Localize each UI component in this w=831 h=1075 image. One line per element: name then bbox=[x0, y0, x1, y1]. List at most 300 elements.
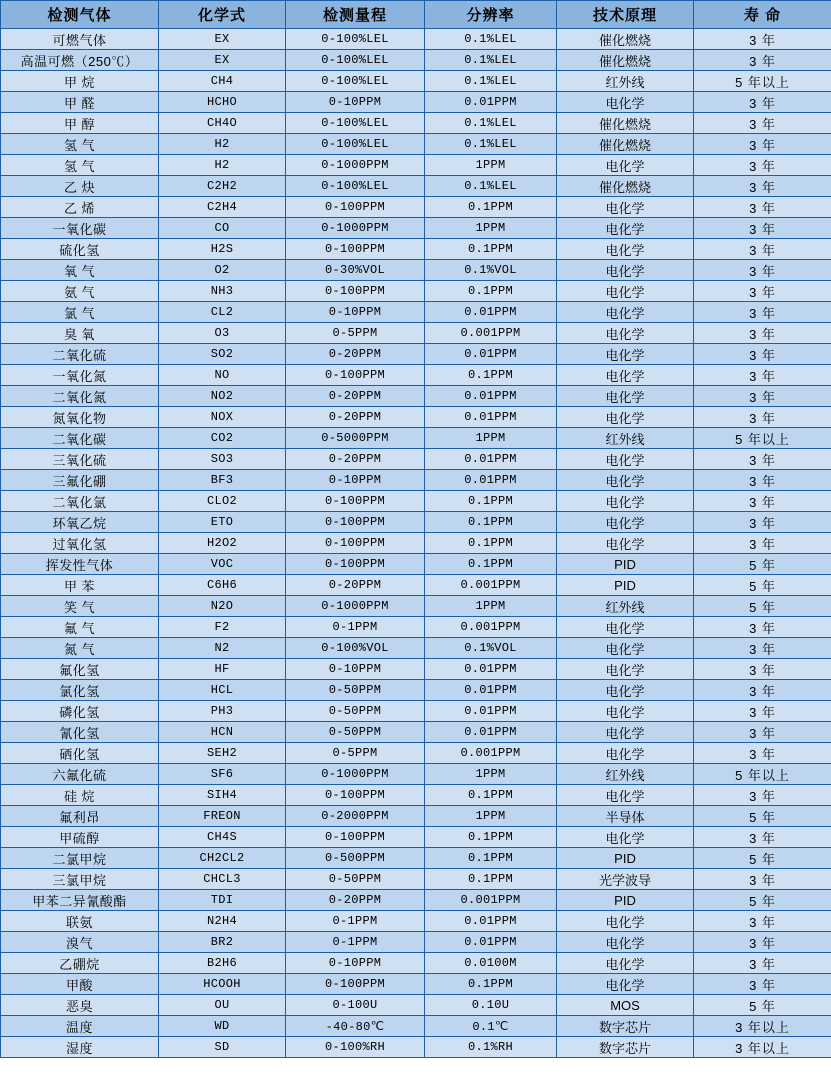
cell-lifetime: 3 年 bbox=[694, 827, 831, 848]
cell-principle: 催化燃烧 bbox=[557, 50, 694, 71]
cell-lifetime: 3 年以上 bbox=[694, 1016, 831, 1037]
cell-gas: 二氧化氮 bbox=[1, 386, 159, 407]
cell-lifetime: 3 年 bbox=[694, 953, 831, 974]
cell-formula: CH4S bbox=[159, 827, 286, 848]
cell-resolution: 0.01PPM bbox=[425, 722, 557, 743]
cell-gas: 环氧乙烷 bbox=[1, 512, 159, 533]
cell-lifetime: 3 年 bbox=[694, 449, 831, 470]
cell-formula: H2 bbox=[159, 155, 286, 176]
cell-principle: 催化燃烧 bbox=[557, 134, 694, 155]
cell-formula: C6H6 bbox=[159, 575, 286, 596]
cell-range: 0-10PPM bbox=[286, 302, 425, 323]
cell-range: 0-100%LEL bbox=[286, 29, 425, 50]
cell-principle: 电化学 bbox=[557, 911, 694, 932]
cell-gas: 一氧化碳 bbox=[1, 218, 159, 239]
cell-range: 0-10PPM bbox=[286, 953, 425, 974]
table-row bbox=[1, 743, 831, 764]
cell-principle: 催化燃烧 bbox=[557, 176, 694, 197]
table-row bbox=[1, 323, 831, 344]
cell-resolution: 0.1PPM bbox=[425, 785, 557, 806]
table-row bbox=[1, 953, 831, 974]
cell-lifetime: 3 年 bbox=[694, 239, 831, 260]
cell-range: 0-500PPM bbox=[286, 848, 425, 869]
cell-resolution: 0.01PPM bbox=[425, 701, 557, 722]
cell-range: 0-1PPM bbox=[286, 617, 425, 638]
cell-formula: F2 bbox=[159, 617, 286, 638]
cell-gas: 乙 烯 bbox=[1, 197, 159, 218]
table-row bbox=[1, 71, 831, 92]
cell-lifetime: 3 年以上 bbox=[694, 1037, 831, 1058]
cell-principle: MOS bbox=[557, 995, 694, 1016]
table-row bbox=[1, 722, 831, 743]
table-row bbox=[1, 50, 831, 71]
cell-resolution: 0.01PPM bbox=[425, 92, 557, 113]
table-row bbox=[1, 260, 831, 281]
cell-lifetime: 3 年 bbox=[694, 701, 831, 722]
cell-principle: 数字芯片 bbox=[557, 1016, 694, 1037]
cell-resolution: 0.01PPM bbox=[425, 932, 557, 953]
column-header-formula: 化学式 bbox=[159, 1, 286, 29]
cell-resolution: 0.1%VOL bbox=[425, 260, 557, 281]
cell-resolution: 0.1%LEL bbox=[425, 50, 557, 71]
cell-principle: 电化学 bbox=[557, 932, 694, 953]
cell-principle: 电化学 bbox=[557, 617, 694, 638]
cell-resolution: 0.01PPM bbox=[425, 659, 557, 680]
cell-gas: 甲硫醇 bbox=[1, 827, 159, 848]
cell-resolution: 0.1PPM bbox=[425, 827, 557, 848]
cell-principle: 电化学 bbox=[557, 92, 694, 113]
cell-gas: 氯 气 bbox=[1, 302, 159, 323]
cell-gas: 氮 气 bbox=[1, 638, 159, 659]
cell-lifetime: 3 年 bbox=[694, 344, 831, 365]
cell-range: 0-100%LEL bbox=[286, 113, 425, 134]
cell-gas: 磷化氢 bbox=[1, 701, 159, 722]
cell-lifetime: 3 年 bbox=[694, 176, 831, 197]
table-row bbox=[1, 365, 831, 386]
cell-formula: HF bbox=[159, 659, 286, 680]
table-row bbox=[1, 512, 831, 533]
table-row bbox=[1, 617, 831, 638]
cell-formula: H2S bbox=[159, 239, 286, 260]
cell-principle: 电化学 bbox=[557, 659, 694, 680]
cell-resolution: 0.1%LEL bbox=[425, 134, 557, 155]
cell-gas: 硫化氢 bbox=[1, 239, 159, 260]
cell-resolution: 0.1PPM bbox=[425, 848, 557, 869]
cell-range: 0-100PPM bbox=[286, 785, 425, 806]
cell-range: 0-100PPM bbox=[286, 554, 425, 575]
cell-resolution: 0.1PPM bbox=[425, 533, 557, 554]
cell-resolution: 0.1℃ bbox=[425, 1016, 557, 1037]
cell-lifetime: 3 年 bbox=[694, 932, 831, 953]
table-row bbox=[1, 428, 831, 449]
table-row bbox=[1, 344, 831, 365]
cell-formula: C2H4 bbox=[159, 197, 286, 218]
cell-resolution: 0.1PPM bbox=[425, 491, 557, 512]
cell-range: 0-1000PPM bbox=[286, 596, 425, 617]
cell-gas: 氧 气 bbox=[1, 260, 159, 281]
cell-gas: 恶臭 bbox=[1, 995, 159, 1016]
cell-principle: 电化学 bbox=[557, 449, 694, 470]
table-row bbox=[1, 113, 831, 134]
cell-gas: 臭 氧 bbox=[1, 323, 159, 344]
cell-gas: 六氟化硫 bbox=[1, 764, 159, 785]
cell-lifetime: 3 年 bbox=[694, 29, 831, 50]
cell-gas: 甲 醇 bbox=[1, 113, 159, 134]
cell-gas: 乙硼烷 bbox=[1, 953, 159, 974]
cell-principle: 电化学 bbox=[557, 953, 694, 974]
cell-principle: 电化学 bbox=[557, 785, 694, 806]
cell-range: 0-100%LEL bbox=[286, 71, 425, 92]
cell-principle: 催化燃烧 bbox=[557, 29, 694, 50]
table-row bbox=[1, 575, 831, 596]
cell-resolution: 0.01PPM bbox=[425, 911, 557, 932]
cell-principle: PID bbox=[557, 575, 694, 596]
cell-gas: 氟化氢 bbox=[1, 659, 159, 680]
cell-lifetime: 3 年 bbox=[694, 197, 831, 218]
cell-resolution: 0.1%RH bbox=[425, 1037, 557, 1058]
cell-gas: 乙 炔 bbox=[1, 176, 159, 197]
cell-formula: SEH2 bbox=[159, 743, 286, 764]
table-header-row bbox=[1, 1, 831, 29]
cell-range: 0-30%VOL bbox=[286, 260, 425, 281]
cell-range: 0-100%LEL bbox=[286, 134, 425, 155]
cell-resolution: 0.001PPM bbox=[425, 323, 557, 344]
cell-gas: 三氧化硫 bbox=[1, 449, 159, 470]
cell-lifetime: 3 年 bbox=[694, 512, 831, 533]
cell-lifetime: 5 年 bbox=[694, 596, 831, 617]
cell-formula: CO2 bbox=[159, 428, 286, 449]
table-row bbox=[1, 638, 831, 659]
cell-principle: 电化学 bbox=[557, 743, 694, 764]
table-row bbox=[1, 848, 831, 869]
cell-lifetime: 3 年 bbox=[694, 302, 831, 323]
cell-principle: 光学波导 bbox=[557, 869, 694, 890]
column-header-gas: 检测气体 bbox=[1, 1, 159, 29]
cell-range: 0-20PPM bbox=[286, 890, 425, 911]
cell-principle: 电化学 bbox=[557, 239, 694, 260]
cell-range: 0-10PPM bbox=[286, 659, 425, 680]
column-header-range: 检测量程 bbox=[286, 1, 425, 29]
cell-formula: SO2 bbox=[159, 344, 286, 365]
column-header-principle: 技术原理 bbox=[557, 1, 694, 29]
cell-principle: 电化学 bbox=[557, 365, 694, 386]
cell-formula: SD bbox=[159, 1037, 286, 1058]
cell-principle: 电化学 bbox=[557, 533, 694, 554]
cell-gas: 氟利昂 bbox=[1, 806, 159, 827]
cell-formula: N2 bbox=[159, 638, 286, 659]
table-row bbox=[1, 764, 831, 785]
table-row bbox=[1, 911, 831, 932]
table-row bbox=[1, 92, 831, 113]
cell-range: 0-20PPM bbox=[286, 386, 425, 407]
cell-formula: FREON bbox=[159, 806, 286, 827]
cell-gas: 联氨 bbox=[1, 911, 159, 932]
cell-resolution: 0.001PPM bbox=[425, 743, 557, 764]
cell-gas: 可燃气体 bbox=[1, 29, 159, 50]
cell-range: 0-1000PPM bbox=[286, 218, 425, 239]
table-row bbox=[1, 386, 831, 407]
column-header-resolution: 分辨率 bbox=[425, 1, 557, 29]
cell-resolution: 0.001PPM bbox=[425, 890, 557, 911]
cell-principle: 红外线 bbox=[557, 764, 694, 785]
cell-formula: CL2 bbox=[159, 302, 286, 323]
cell-resolution: 0.01PPM bbox=[425, 407, 557, 428]
cell-principle: PID bbox=[557, 554, 694, 575]
cell-lifetime: 3 年 bbox=[694, 365, 831, 386]
table-row bbox=[1, 785, 831, 806]
cell-lifetime: 3 年 bbox=[694, 386, 831, 407]
cell-formula: CO bbox=[159, 218, 286, 239]
cell-lifetime: 3 年 bbox=[694, 281, 831, 302]
cell-range: 0-100%LEL bbox=[286, 176, 425, 197]
cell-lifetime: 3 年 bbox=[694, 470, 831, 491]
cell-gas: 一氧化氮 bbox=[1, 365, 159, 386]
cell-lifetime: 3 年 bbox=[694, 533, 831, 554]
cell-formula: ETO bbox=[159, 512, 286, 533]
cell-formula: TDI bbox=[159, 890, 286, 911]
cell-range: 0-1000PPM bbox=[286, 764, 425, 785]
cell-formula: H2 bbox=[159, 134, 286, 155]
cell-gas: 甲酸 bbox=[1, 974, 159, 995]
cell-lifetime: 3 年 bbox=[694, 722, 831, 743]
column-header-lifetime: 寿 命 bbox=[694, 1, 831, 29]
cell-principle: 数字芯片 bbox=[557, 1037, 694, 1058]
cell-formula: CH4 bbox=[159, 71, 286, 92]
cell-lifetime: 5 年 bbox=[694, 995, 831, 1016]
table-row bbox=[1, 155, 831, 176]
cell-formula: EX bbox=[159, 50, 286, 71]
cell-resolution: 1PPM bbox=[425, 764, 557, 785]
cell-range: 0-100U bbox=[286, 995, 425, 1016]
cell-gas: 甲 苯 bbox=[1, 575, 159, 596]
cell-formula: O2 bbox=[159, 260, 286, 281]
cell-principle: 电化学 bbox=[557, 260, 694, 281]
cell-formula: SO3 bbox=[159, 449, 286, 470]
cell-lifetime: 3 年 bbox=[694, 134, 831, 155]
cell-formula: HCN bbox=[159, 722, 286, 743]
cell-resolution: 1PPM bbox=[425, 218, 557, 239]
table-row bbox=[1, 134, 831, 155]
cell-range: 0-20PPM bbox=[286, 407, 425, 428]
table-row bbox=[1, 659, 831, 680]
cell-principle: PID bbox=[557, 890, 694, 911]
cell-gas: 温度 bbox=[1, 1016, 159, 1037]
table-row bbox=[1, 554, 831, 575]
cell-formula: CLO2 bbox=[159, 491, 286, 512]
cell-range: 0-5PPM bbox=[286, 743, 425, 764]
cell-lifetime: 3 年 bbox=[694, 92, 831, 113]
cell-formula: SF6 bbox=[159, 764, 286, 785]
cell-resolution: 0.10U bbox=[425, 995, 557, 1016]
cell-resolution: 0.1%VOL bbox=[425, 638, 557, 659]
cell-principle: 电化学 bbox=[557, 407, 694, 428]
cell-lifetime: 3 年 bbox=[694, 617, 831, 638]
cell-range: 0-50PPM bbox=[286, 680, 425, 701]
cell-resolution: 1PPM bbox=[425, 806, 557, 827]
cell-formula: CH2CL2 bbox=[159, 848, 286, 869]
cell-lifetime: 3 年 bbox=[694, 218, 831, 239]
cell-gas: 三氯甲烷 bbox=[1, 869, 159, 890]
cell-lifetime: 5 年 bbox=[694, 554, 831, 575]
cell-gas: 高温可燃（250℃） bbox=[1, 50, 159, 71]
cell-resolution: 0.1%LEL bbox=[425, 113, 557, 134]
cell-lifetime: 3 年 bbox=[694, 113, 831, 134]
cell-lifetime: 5 年 bbox=[694, 890, 831, 911]
cell-gas: 氟 气 bbox=[1, 617, 159, 638]
cell-gas: 硅 烷 bbox=[1, 785, 159, 806]
cell-formula: CH4O bbox=[159, 113, 286, 134]
cell-range: 0-2000PPM bbox=[286, 806, 425, 827]
cell-principle: 红外线 bbox=[557, 596, 694, 617]
cell-principle: 电化学 bbox=[557, 722, 694, 743]
cell-range: 0-5PPM bbox=[286, 323, 425, 344]
cell-principle: 电化学 bbox=[557, 827, 694, 848]
cell-resolution: 0.001PPM bbox=[425, 617, 557, 638]
cell-principle: 电化学 bbox=[557, 218, 694, 239]
cell-principle: 电化学 bbox=[557, 155, 694, 176]
table-row bbox=[1, 302, 831, 323]
cell-resolution: 1PPM bbox=[425, 155, 557, 176]
cell-principle: 电化学 bbox=[557, 491, 694, 512]
cell-principle: 红外线 bbox=[557, 428, 694, 449]
table-row bbox=[1, 449, 831, 470]
cell-range: 0-10PPM bbox=[286, 470, 425, 491]
cell-formula: BR2 bbox=[159, 932, 286, 953]
cell-lifetime: 3 年 bbox=[694, 911, 831, 932]
cell-resolution: 0.001PPM bbox=[425, 575, 557, 596]
cell-formula: B2H6 bbox=[159, 953, 286, 974]
cell-resolution: 0.01PPM bbox=[425, 449, 557, 470]
cell-principle: 催化燃烧 bbox=[557, 113, 694, 134]
cell-formula: EX bbox=[159, 29, 286, 50]
cell-gas: 三氟化硼 bbox=[1, 470, 159, 491]
cell-principle: 电化学 bbox=[557, 197, 694, 218]
cell-formula: H2O2 bbox=[159, 533, 286, 554]
table-row bbox=[1, 596, 831, 617]
cell-lifetime: 3 年 bbox=[694, 323, 831, 344]
cell-range: 0-100PPM bbox=[286, 533, 425, 554]
cell-range: 0-100PPM bbox=[286, 197, 425, 218]
cell-gas: 硒化氢 bbox=[1, 743, 159, 764]
cell-gas: 甲苯二异氰酸酯 bbox=[1, 890, 159, 911]
table-row bbox=[1, 869, 831, 890]
cell-resolution: 0.1PPM bbox=[425, 365, 557, 386]
cell-formula: PH3 bbox=[159, 701, 286, 722]
cell-gas: 氮氧化物 bbox=[1, 407, 159, 428]
cell-range: 0-1PPM bbox=[286, 932, 425, 953]
cell-resolution: 0.1PPM bbox=[425, 869, 557, 890]
cell-formula: HCHO bbox=[159, 92, 286, 113]
cell-resolution: 0.1%LEL bbox=[425, 176, 557, 197]
cell-lifetime: 5 年 bbox=[694, 848, 831, 869]
cell-formula: BF3 bbox=[159, 470, 286, 491]
cell-formula: WD bbox=[159, 1016, 286, 1037]
cell-principle: 半导体 bbox=[557, 806, 694, 827]
cell-resolution: 0.1PPM bbox=[425, 512, 557, 533]
cell-gas: 二氧化氯 bbox=[1, 491, 159, 512]
table-row bbox=[1, 1016, 831, 1037]
table-header bbox=[1, 1, 831, 29]
cell-formula: NO2 bbox=[159, 386, 286, 407]
cell-resolution: 0.01PPM bbox=[425, 386, 557, 407]
cell-lifetime: 3 年 bbox=[694, 743, 831, 764]
cell-lifetime: 3 年 bbox=[694, 638, 831, 659]
cell-formula: SIH4 bbox=[159, 785, 286, 806]
cell-range: 0-50PPM bbox=[286, 722, 425, 743]
cell-principle: 电化学 bbox=[557, 512, 694, 533]
cell-range: 0-20PPM bbox=[286, 575, 425, 596]
cell-resolution: 0.1%LEL bbox=[425, 71, 557, 92]
cell-range: 0-1000PPM bbox=[286, 155, 425, 176]
cell-gas: 氢 气 bbox=[1, 155, 159, 176]
cell-gas: 湿度 bbox=[1, 1037, 159, 1058]
cell-principle: 电化学 bbox=[557, 701, 694, 722]
cell-resolution: 0.1PPM bbox=[425, 281, 557, 302]
cell-range: 0-100PPM bbox=[286, 827, 425, 848]
cell-range: 0-5000PPM bbox=[286, 428, 425, 449]
table-row bbox=[1, 407, 831, 428]
cell-resolution: 0.1PPM bbox=[425, 974, 557, 995]
cell-gas: 氰化氢 bbox=[1, 722, 159, 743]
cell-range: 0-100%VOL bbox=[286, 638, 425, 659]
cell-formula: HCOOH bbox=[159, 974, 286, 995]
cell-gas: 二氧化硫 bbox=[1, 344, 159, 365]
cell-principle: 电化学 bbox=[557, 386, 694, 407]
table-row bbox=[1, 995, 831, 1016]
cell-range: 0-50PPM bbox=[286, 701, 425, 722]
table-row bbox=[1, 890, 831, 911]
cell-resolution: 0.01PPM bbox=[425, 302, 557, 323]
cell-lifetime: 3 年 bbox=[694, 680, 831, 701]
cell-range: 0-1PPM bbox=[286, 911, 425, 932]
cell-range: 0-100PPM bbox=[286, 974, 425, 995]
cell-range: 0-20PPM bbox=[286, 344, 425, 365]
table-row bbox=[1, 827, 831, 848]
cell-principle: 电化学 bbox=[557, 638, 694, 659]
cell-resolution: 1PPM bbox=[425, 596, 557, 617]
cell-resolution: 0.1%LEL bbox=[425, 29, 557, 50]
cell-gas: 挥发性气体 bbox=[1, 554, 159, 575]
cell-gas: 过氧化氢 bbox=[1, 533, 159, 554]
cell-gas: 甲 醛 bbox=[1, 92, 159, 113]
cell-principle: 红外线 bbox=[557, 71, 694, 92]
table-row bbox=[1, 281, 831, 302]
cell-range: 0-20PPM bbox=[286, 449, 425, 470]
cell-gas: 笑 气 bbox=[1, 596, 159, 617]
cell-principle: 电化学 bbox=[557, 344, 694, 365]
table-row bbox=[1, 806, 831, 827]
cell-principle: 电化学 bbox=[557, 680, 694, 701]
cell-formula: N2H4 bbox=[159, 911, 286, 932]
cell-principle: 电化学 bbox=[557, 470, 694, 491]
cell-lifetime: 3 年 bbox=[694, 869, 831, 890]
cell-gas: 二氯甲烷 bbox=[1, 848, 159, 869]
cell-formula: NOX bbox=[159, 407, 286, 428]
table-row bbox=[1, 533, 831, 554]
cell-lifetime: 3 年 bbox=[694, 407, 831, 428]
cell-formula: NH3 bbox=[159, 281, 286, 302]
cell-range: 0-100%RH bbox=[286, 1037, 425, 1058]
cell-gas: 溴气 bbox=[1, 932, 159, 953]
cell-principle: 电化学 bbox=[557, 974, 694, 995]
cell-resolution: 0.01PPM bbox=[425, 344, 557, 365]
table-row bbox=[1, 680, 831, 701]
cell-lifetime: 5 年 bbox=[694, 806, 831, 827]
cell-resolution: 0.1PPM bbox=[425, 197, 557, 218]
cell-principle: 电化学 bbox=[557, 281, 694, 302]
cell-range: -40-80℃ bbox=[286, 1016, 425, 1037]
cell-lifetime: 3 年 bbox=[694, 785, 831, 806]
